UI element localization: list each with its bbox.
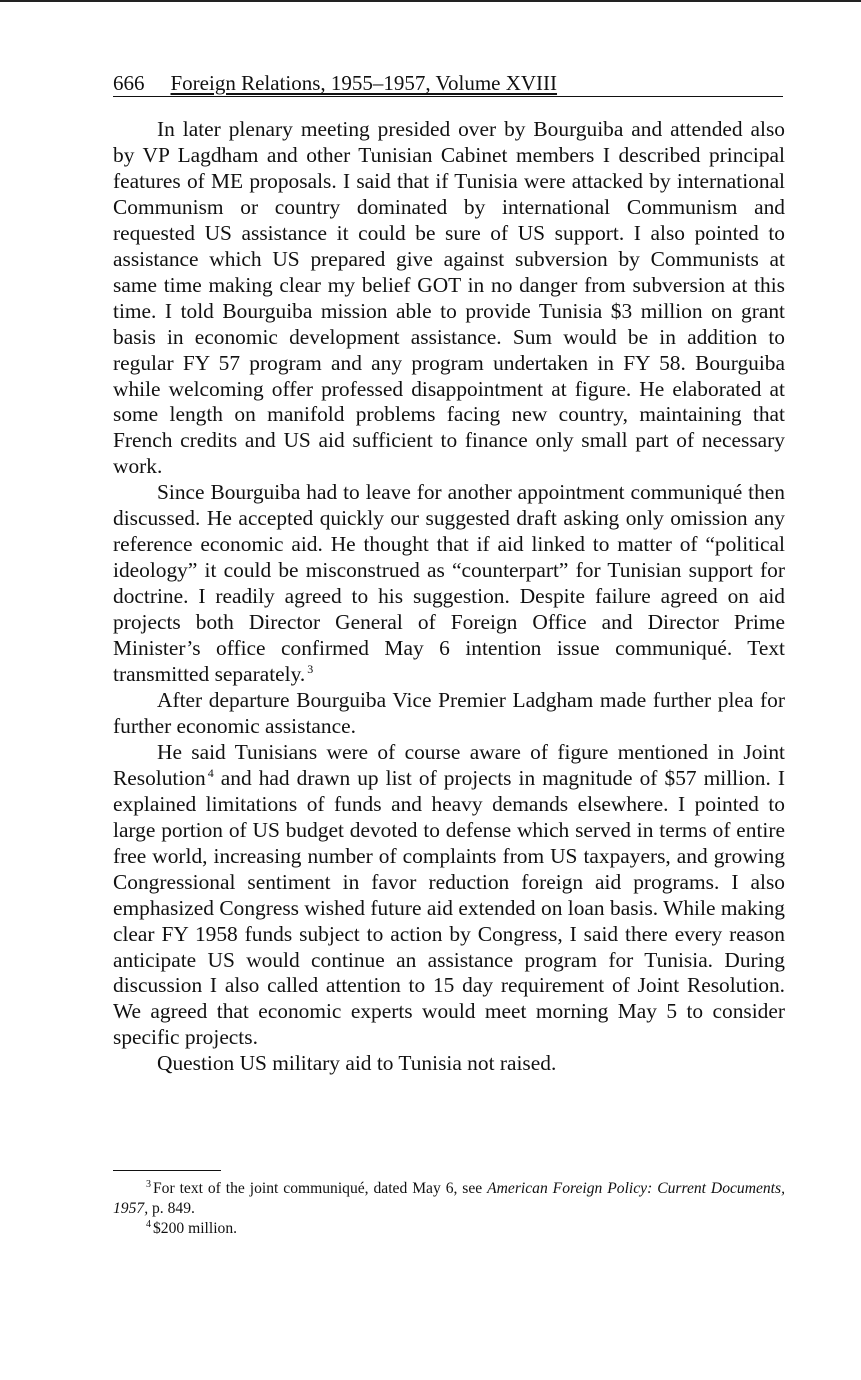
body-paragraph-4-text-a: He said Tunisians were of course aware of figure mentioned in Joint Resolution	[113, 739, 785, 790]
footnote-reference-3[interactable]: 3	[307, 661, 314, 676]
body-paragraph-1: In later plenary meeting presided over by Bourguiba and attended also by VP Lagdham and other Tunisian Cabinet members I described principal features of ME proposals. I said that if Tunisia were attacked by international Communism or country dominated by international Communism and requested US assistance it could be sure of US support. I also pointed to assistance which US prepared give against subversion by Communists at same time making clear my belief GOT in no danger from subversion at this time. I told Bourguiba mission able to provide Tunisia $3 million on grant basis in economic development assistance. Sum would be in addition to regular FY 57 program and any program undertaken in FY 58. Bourguiba while welcoming offer professed disappointment at figure. He elaborated at some length on manifold problems facing new country, maintaining that French credits and US aid sufficient to finance only small part of necessary work.	[113, 117, 785, 479]
footnote-reference-4[interactable]: 4	[207, 765, 214, 780]
body-paragraph-2	[113, 480, 785, 688]
body-paragraph-5: Question US military aid to Tunisia not raised.	[157, 1051, 557, 1076]
running-title: Foreign Relations, 1955–1957, Volume XVIII	[170, 71, 558, 95]
page-header	[113, 70, 783, 97]
body-paragraph-4-text-b: and had drawn up list of projects in magnitude of $57 million. I explained limitations of funds and heavy demands elsewhere. I pointed to large portion of US budget devoted to defense which served in terms of entire free world, increasing number of complaints from US taxpayers, and growing Congressional sentiment in favor reduction foreign aid programs. I also emphasized Congress wished future aid extended on loan basis. While making clear FY 1958 funds subject to action by Congress, I said there every reason anticipate US would continue an assistance program for Tunisia. During discussion I also called attention to 15 day requirement of Joint Resolution. We agreed that economic experts would meet morning May 5 to consider specific projects.	[113, 765, 785, 1050]
footnote-4	[113, 1219, 785, 1239]
footnotes	[113, 1179, 785, 1239]
page-number: 666	[113, 71, 145, 95]
footnote-3-source-title: American Foreign Policy: Current Documents, 1957,	[113, 1180, 785, 1217]
footnote-3	[113, 1179, 785, 1219]
footnote-separator	[113, 1170, 221, 1171]
footnote-3-marker: 3	[146, 1178, 151, 1190]
body-paragraph-2-text: Since Bourguiba had to leave for another appointment communiqué then discussed. He accepted quickly our suggested draft asking only omission any reference economic aid. He thought that if aid linked to matter of “political ideology” it could be misconstrued as “counterpart” for Tunisian support for doctrine. I readily agreed to his suggestion. Despite failure agreed on aid projects both Director General of Foreign Office and Director Prime Minister’s office confirmed May 6 intention issue communiqué. Text transmitted separately.	[113, 480, 785, 687]
footnote-4-text: $200 million.	[153, 1220, 238, 1237]
body-paragraph-3: After departure Bourguiba Vice Premier Ladgham made further plea for further economic assistance.	[113, 687, 785, 738]
body-paragraph-4	[113, 740, 785, 1051]
footnote-3-text-a: For text of the joint communiqué, dated May 6, see	[153, 1180, 483, 1197]
page-top-border	[0, 0, 861, 2]
footnote-3-text-b: p. 849.	[152, 1200, 195, 1217]
document-body	[113, 117, 785, 1077]
footnote-4-marker: 4	[146, 1218, 151, 1230]
